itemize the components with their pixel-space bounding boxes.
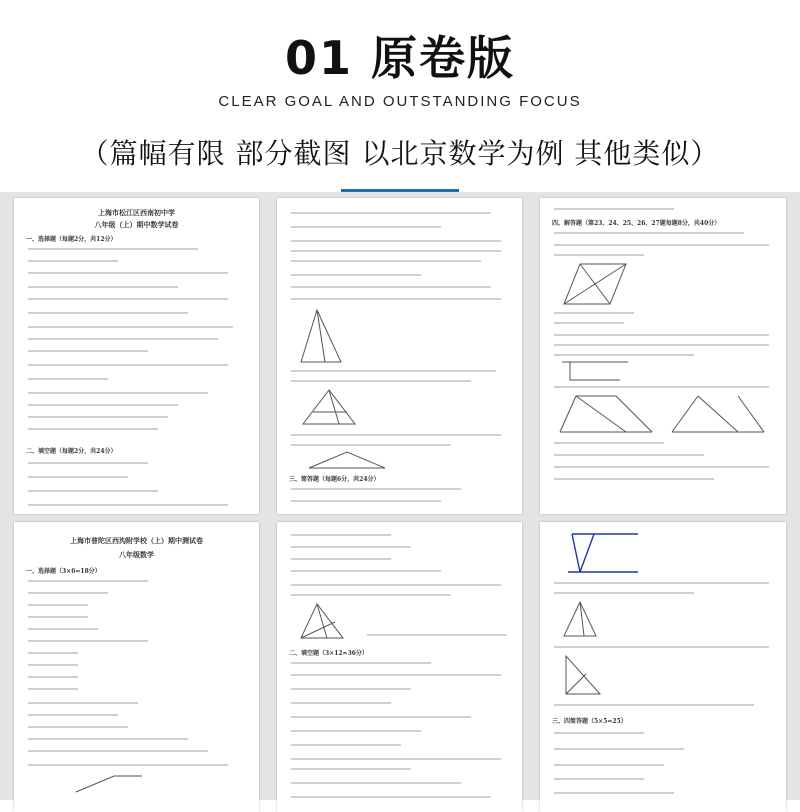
exam-page-3 [540, 198, 786, 514]
section-heading: 二、填空题（每题2分，共24分） [26, 448, 117, 455]
section-heading: 三、四简答题（5×5=25） [552, 718, 627, 725]
geometry-figure-1 [556, 392, 656, 436]
exam-school-title: 上海市普陀区西沟附学校（上）期中测试卷 [70, 536, 203, 545]
exam-page-5 [277, 522, 522, 812]
preview-area [0, 192, 800, 800]
section-heading: 二、填空题（3×12=36分） [289, 650, 368, 657]
section-heading: 一、选择题（每题2分，共12分） [26, 236, 117, 243]
quadrilateral-figure [560, 260, 630, 308]
triangle-figure [560, 654, 604, 698]
exam-paper-title: 八年级（上）期中数学试卷 [94, 220, 179, 229]
parallel-lines-figure [560, 530, 640, 576]
geometry-figure-2 [668, 392, 768, 436]
section-heading: 四、解答题（第23、24、25、26、27题每题8分，共40分） [552, 220, 721, 227]
section-heading: 一、选择题（3×6=18分） [26, 568, 101, 575]
exam-school-title: 上海市松江区西南初中学 [98, 208, 175, 217]
parallelogram-figure [74, 774, 144, 794]
measurement-figure [560, 360, 630, 382]
triangle-figure [560, 600, 600, 640]
exam-page-1 [14, 198, 259, 514]
page-subtitle: CLEAR GOAL AND OUTSTANDING FOCUS [218, 93, 582, 110]
triangle-figure [299, 388, 359, 428]
exam-page-4 [14, 522, 259, 812]
exam-page-6 [540, 522, 786, 812]
exam-paper-title: 八年级数学 [119, 550, 154, 559]
caption-note: （篇幅有限 部分截图 以北京数学为例 其他类似） [80, 137, 720, 170]
section-heading: 三、简答题（每题6分，共24分） [289, 476, 380, 483]
exam-page-2 [277, 198, 522, 514]
arc-figure [307, 450, 387, 470]
triangle-figure [297, 602, 347, 642]
triangle-figure [297, 308, 347, 366]
page-title: 01 原卷版 [284, 31, 516, 85]
